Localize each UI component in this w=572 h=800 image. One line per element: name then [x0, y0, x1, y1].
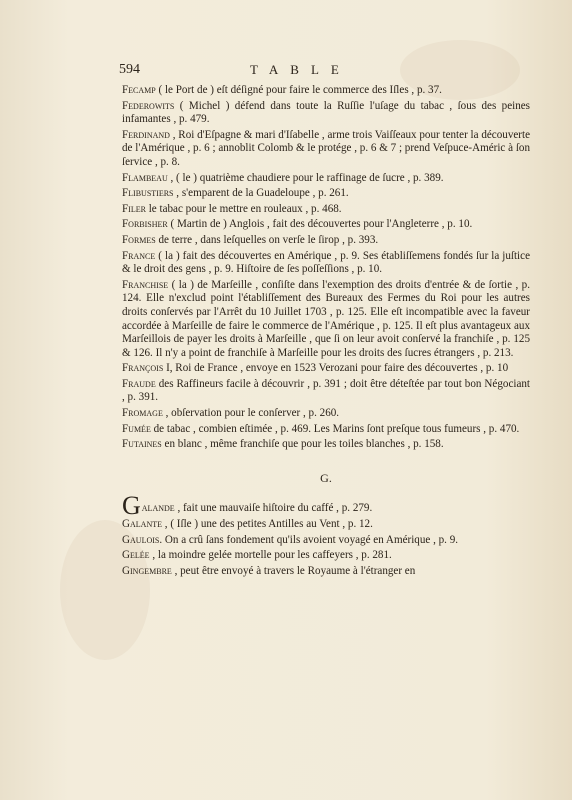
entry-text: , obſervation pour le conſerver , p. 260. — [162, 407, 340, 420]
index-entry — [122, 534, 530, 548]
entry-headword: Galante — [122, 518, 163, 531]
index-entry — [122, 172, 530, 186]
entry-headword: Federowits — [122, 99, 175, 112]
entry-text: ( la ) fait des découvertes en Amérique , p. 9. Ses établiſſemens fondés ſur la juſtice & le droit des gens , p. 9. Hiſtoire de ſes poſſeſſions , p. 10. — [122, 249, 530, 276]
index-entry — [122, 518, 530, 532]
index-entry — [122, 84, 530, 98]
index-entry — [122, 438, 530, 452]
entry-text: en blanc , même franchiſe que pour les toiles blanches , p. 158. — [161, 438, 444, 451]
entry-headword: Flibustiers — [122, 187, 174, 200]
entry-headword: Gaulois — [122, 533, 160, 546]
entry-text: , peut être envoyé à travers le Royaume à l'étranger en — [171, 564, 416, 577]
entry-headword: Fecamp — [122, 84, 156, 96]
index-entry — [122, 378, 530, 405]
index-text — [122, 84, 530, 580]
entry-text: ( Martin de ) Anglois , fait des découvertes pour l'Angleterre , p. 10. — [167, 218, 473, 231]
page-number: 594 — [119, 62, 140, 77]
entry-text: ( Michel ) défend dans toute la Ruſſie l'uſage du tabac , ſous des peines infamantes , p. 479. — [122, 99, 530, 126]
entry-headword: Filer — [122, 202, 146, 215]
entry-headword: Fromage — [122, 407, 163, 420]
index-entry — [122, 549, 530, 563]
entry-headword: Fumée — [122, 422, 151, 435]
entry-headword: François — [122, 362, 164, 375]
entry-headword: Futaines — [122, 438, 162, 451]
entry-text: le tabac pour le mettre en rouleaux , p. 468. — [145, 202, 342, 215]
index-entry — [122, 491, 530, 521]
entry-headword: Forbisher — [122, 218, 168, 231]
index-entry — [122, 203, 530, 217]
index-entry — [122, 218, 530, 232]
index-entry — [122, 279, 530, 361]
entry-headword: France — [122, 249, 156, 262]
entry-headword: Gingembre — [122, 564, 172, 577]
entry-headword: alande — [141, 502, 175, 515]
index-entry — [122, 407, 530, 421]
entry-text: , ( Iſle ) une des petites Antilles au Vent , p. 12. — [162, 518, 373, 531]
entry-headword: Formes — [122, 233, 156, 246]
entry-text: . On a crû ſans fondement qu'ils avoient voyagé en Amérique , p. 9. — [159, 533, 459, 546]
index-entry — [122, 187, 530, 201]
entry-text: , Roi d'Eſpagne & mari d'Iſabelle , arme trois Vaiſſeaux pour tenter la découverte de l'Amérique , p. 6 ; annoblit Colomb & le protége , p. 6 & 7 ; prend Veſpuce-Améric à ſon ſervice , p. 8. — [122, 128, 530, 168]
entry-text: de terre , dans leſquelles on verſe le ſirop , p. 393. — [155, 233, 379, 246]
index-entry — [122, 423, 530, 437]
entry-headword: Gelée — [122, 549, 150, 562]
running-title: TABLE — [250, 62, 351, 77]
index-entry — [122, 234, 530, 248]
index-entry — [122, 250, 530, 277]
entry-text: I, Roi de France , envoye en 1523 Verozani pour faire des découvertes , p. 10 — [163, 362, 509, 375]
index-entry — [122, 362, 530, 376]
index-entry — [122, 565, 530, 579]
entry-text: de tabac , combien eſtimée , p. 469. Les Marins ſont preſque tous fumeurs , p. 470. — [150, 422, 520, 435]
section-heading-g: G. — [320, 470, 332, 485]
entry-text: , fait une mauvaiſe hiſtoire du caffé , p. 279. — [174, 502, 373, 515]
entry-headword: Ferdinand — [122, 128, 170, 141]
entry-text: , la moindre gelée mortelle pour les caffeyers , p. 281. — [149, 549, 392, 562]
entry-text: ( la ) de Marſeille , conſiſte dans l'exemption des droits d'entrée & de ſortie , p. 124. Elle n'exclud point l'établiſſement des Bureaux des Fermes du Roi pour les autres droits conſervés par l'Arrêt du 10 Juillet 1703 , p. 125. Elle eſt incompatible avec la faveur accordée à Marſeille de faire le commerce de l'Amérique , p. 125. Il eſt plus avantageux aux Marſeillois de payer les droits à Marſeille , que ſi on leur avoit conſervé la franchiſe , p. 125 & 126. Il n'y a point de franchiſe à Marſeille pour les droits des ſucres étrangers , p. 213. — [122, 278, 530, 359]
index-entry — [122, 129, 530, 170]
entry-headword: Franchise — [122, 278, 169, 291]
page-header — [0, 62, 572, 82]
entry-text: , ( le ) quatrième chaudiere pour le raffinage de ſucre , p. 389. — [167, 171, 444, 184]
index-entry — [122, 100, 530, 127]
drop-cap: G — [122, 491, 141, 521]
entry-text: des Raffineurs facile à découvrir , p. 391 ; doit être déteſtée par tout bon Négociant , p. 391. — [122, 377, 530, 404]
entry-text: , s'emparent de la Guadeloupe , p. 261. — [173, 187, 349, 200]
entry-headword: Flambeau — [122, 171, 168, 184]
entry-text: ( le Port de ) eſt déſigné pour faire le commerce des Iſles , p. 37. — [155, 84, 442, 96]
entry-headword: Fraude — [122, 377, 156, 390]
